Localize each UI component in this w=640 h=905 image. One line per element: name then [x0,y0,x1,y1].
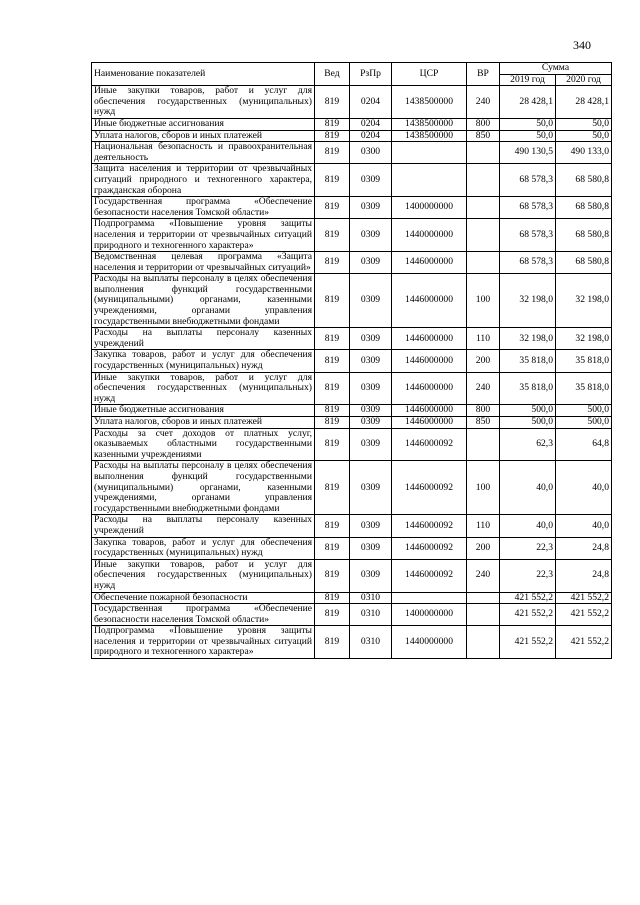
cell-ved: 819 [315,164,350,197]
cell-s2020: 64,8 [556,428,612,461]
cell-rzpr: 0309 [350,515,392,537]
cell-rzpr: 0309 [350,537,392,559]
cell-ved: 819 [315,604,350,626]
cell-vr: 200 [467,537,500,559]
cell-ved: 819 [315,274,350,328]
cell-ved: 819 [315,372,350,405]
cell-rzpr: 0309 [350,417,392,429]
cell-vr [467,219,500,252]
table-row [92,252,612,274]
cell-s2019: 421 552,2 [500,604,556,626]
table-row [92,142,612,164]
cell-s2019: 32 198,0 [500,328,556,350]
cell-ved: 819 [315,197,350,219]
cell-csr: 1438500000 [392,130,467,142]
table-row [92,592,612,604]
cell-ved: 819 [315,130,350,142]
cell-csr: 1400000000 [392,604,467,626]
cell-ved: 819 [315,252,350,274]
cell-rzpr: 0309 [350,219,392,252]
cell-csr: 1446000092 [392,428,467,461]
table-row [92,86,612,119]
cell-name: Подпрограмма «Повышение уровня защиты населения и территории от чрезвычайных ситуаций природного и техногенного характера» [92,219,315,252]
cell-s2020: 490 133,0 [556,142,612,164]
cell-vr: 240 [467,86,500,119]
cell-s2020: 40,0 [556,515,612,537]
cell-csr: 1438500000 [392,118,467,130]
cell-s2020: 421 552,2 [556,592,612,604]
cell-vr [467,626,500,659]
cell-name: Закупка товаров, работ и услуг для обеспечения государственных (муниципальных) нужд [92,350,315,372]
cell-s2019: 40,0 [500,461,556,515]
table-body [92,86,612,659]
cell-s2019: 500,0 [500,405,556,417]
cell-vr: 110 [467,515,500,537]
cell-rzpr: 0309 [350,252,392,274]
cell-ved: 819 [315,405,350,417]
cell-s2020: 40,0 [556,461,612,515]
cell-s2019: 68 578,3 [500,219,556,252]
cell-s2019: 50,0 [500,118,556,130]
cell-name: Иные закупки товаров, работ и услуг для обеспечения государственных (муниципальных) нужд [92,559,315,592]
cell-s2019: 500,0 [500,417,556,429]
cell-s2020: 68 580,8 [556,164,612,197]
header-csr: ЦСР [392,63,467,86]
cell-s2019: 35 818,0 [500,350,556,372]
cell-s2020: 68 580,8 [556,219,612,252]
cell-ved: 819 [315,219,350,252]
cell-ved: 819 [315,592,350,604]
cell-s2019: 28 428,1 [500,86,556,119]
cell-name: Уплата налогов, сборов и иных платежей [92,417,315,429]
cell-s2020: 32 198,0 [556,274,612,328]
table-row [92,626,612,659]
cell-s2020: 68 580,8 [556,252,612,274]
cell-name: Расходы на выплаты персоналу в целях обеспечения выполнения функций государственными (муниципальными) органами, казенными учреждениями, органами управления государственными внебюджетными фондами [92,461,315,515]
header-2019: 2019 год [500,74,556,86]
table-row [92,428,612,461]
cell-s2019: 68 578,3 [500,197,556,219]
cell-rzpr: 0204 [350,130,392,142]
cell-s2019: 35 818,0 [500,372,556,405]
cell-name: Национальная безопасность и правоохранительная деятельность [92,142,315,164]
cell-name: Обеспечение пожарной безопасности [92,592,315,604]
header-rzpr: РзПр [350,63,392,86]
header-ved: Вед [315,63,350,86]
cell-rzpr: 0300 [350,142,392,164]
cell-name: Иные закупки товаров, работ и услуг для обеспечения государственных (муниципальных) нужд [92,372,315,405]
table-row [92,130,612,142]
cell-s2019: 22,3 [500,537,556,559]
cell-rzpr: 0309 [350,164,392,197]
cell-rzpr: 0310 [350,604,392,626]
cell-s2020: 35 818,0 [556,350,612,372]
cell-ved: 819 [315,515,350,537]
cell-name: Иные бюджетные ассигнования [92,405,315,417]
cell-csr: 1446000000 [392,417,467,429]
table-header [92,63,612,86]
table-row [92,274,612,328]
cell-csr [392,592,467,604]
table-row [92,515,612,537]
table-row [92,350,612,372]
cell-s2019: 490 130,5 [500,142,556,164]
table-row [92,537,612,559]
cell-ved: 819 [315,559,350,592]
cell-s2019: 32 198,0 [500,274,556,328]
cell-rzpr: 0309 [350,350,392,372]
table-row [92,405,612,417]
cell-vr: 800 [467,118,500,130]
cell-s2020: 24,8 [556,537,612,559]
cell-vr: 110 [467,328,500,350]
cell-vr [467,197,500,219]
cell-vr: 240 [467,559,500,592]
cell-name: Расходы на выплаты персоналу казенных учреждений [92,515,315,537]
cell-name: Расходы на выплаты персоналу в целях обеспечения выполнения функций государственными (муниципальными) органами, казенными учреждениями, органами управления государственными внебюджетными фондами [92,274,315,328]
cell-ved: 819 [315,626,350,659]
cell-name: Ведомственная целевая программа «Защита населения и территории от чрезвычайных ситуаций» [92,252,315,274]
cell-rzpr: 0309 [350,328,392,350]
cell-name: Государственная программа «Обеспечение безопасности населения Томской области» [92,197,315,219]
cell-vr: 200 [467,350,500,372]
cell-csr: 1446000000 [392,252,467,274]
cell-s2020: 68 580,8 [556,197,612,219]
cell-s2020: 50,0 [556,118,612,130]
cell-csr: 1446000092 [392,461,467,515]
cell-rzpr: 0204 [350,118,392,130]
cell-name: Защита населения и территории от чрезвычайных ситуаций природного и техногенного характера, гражданская оборона [92,164,315,197]
cell-rzpr: 0309 [350,405,392,417]
cell-csr: 1446000000 [392,405,467,417]
cell-vr [467,428,500,461]
cell-vr: 800 [467,405,500,417]
header-2020: 2020 год [556,74,612,86]
cell-csr: 1438500000 [392,86,467,119]
cell-ved: 819 [315,537,350,559]
cell-ved: 819 [315,428,350,461]
cell-vr [467,252,500,274]
table-row [92,219,612,252]
cell-rzpr: 0309 [350,197,392,219]
cell-csr: 1446000092 [392,559,467,592]
cell-vr [467,592,500,604]
header-sum: Сумма [500,63,612,75]
cell-name: Государственная программа «Обеспечение безопасности населения Томской области» [92,604,315,626]
cell-csr: 1440000000 [392,219,467,252]
cell-name: Расходы на выплаты персоналу казенных учреждений [92,328,315,350]
cell-ved: 819 [315,417,350,429]
cell-name: Уплата налогов, сборов и иных платежей [92,130,315,142]
cell-s2019: 62,3 [500,428,556,461]
cell-rzpr: 0309 [350,559,392,592]
cell-name: Закупка товаров, работ и услуг для обеспечения государственных (муниципальных) нужд [92,537,315,559]
cell-vr: 240 [467,372,500,405]
table-row [92,604,612,626]
cell-csr: 1446000092 [392,537,467,559]
cell-s2020: 50,0 [556,130,612,142]
table-row [92,164,612,197]
cell-s2019: 68 578,3 [500,252,556,274]
table-row [92,461,612,515]
cell-ved: 819 [315,142,350,164]
cell-vr: 100 [467,274,500,328]
cell-name: Иные закупки товаров, работ и услуг для обеспечения государственных (муниципальных) нужд [92,86,315,119]
cell-s2019: 421 552,2 [500,626,556,659]
cell-rzpr: 0309 [350,274,392,328]
cell-csr: 1446000000 [392,350,467,372]
cell-vr [467,164,500,197]
cell-s2020: 32 198,0 [556,328,612,350]
cell-s2020: 421 552,2 [556,604,612,626]
cell-csr: 1446000000 [392,372,467,405]
cell-s2019: 421 552,2 [500,592,556,604]
cell-s2019: 50,0 [500,130,556,142]
cell-vr: 850 [467,130,500,142]
table-row [92,197,612,219]
cell-s2019: 40,0 [500,515,556,537]
cell-csr: 1440000000 [392,626,467,659]
cell-csr [392,142,467,164]
cell-s2020: 35 818,0 [556,372,612,405]
cell-s2020: 24,8 [556,559,612,592]
cell-s2020: 421 552,2 [556,626,612,659]
cell-ved: 819 [315,118,350,130]
budget-table [91,62,612,659]
cell-s2020: 28 428,1 [556,86,612,119]
cell-s2020: 500,0 [556,405,612,417]
cell-rzpr: 0309 [350,461,392,515]
cell-vr: 100 [467,461,500,515]
cell-s2019: 22,3 [500,559,556,592]
cell-s2019: 68 578,3 [500,164,556,197]
table-row [92,417,612,429]
page-number: 340 [573,38,591,52]
cell-csr: 1446000000 [392,328,467,350]
table-row [92,559,612,592]
cell-csr [392,164,467,197]
header-name: Наименование показателей [92,63,315,86]
cell-rzpr: 0310 [350,592,392,604]
cell-name: Подпрограмма «Повышение уровня защиты населения и территории от чрезвычайных ситуаций природного и техногенного характера» [92,626,315,659]
cell-ved: 819 [315,328,350,350]
cell-name: Иные бюджетные ассигнования [92,118,315,130]
cell-rzpr: 0204 [350,86,392,119]
table-row [92,118,612,130]
cell-ved: 819 [315,86,350,119]
cell-vr [467,604,500,626]
cell-name: Расходы за счет доходов от платных услуг, оказываемых областными государственными казенными учреждениями [92,428,315,461]
cell-ved: 819 [315,461,350,515]
table-row [92,328,612,350]
cell-ved: 819 [315,350,350,372]
cell-rzpr: 0310 [350,626,392,659]
table-row [92,372,612,405]
cell-vr: 850 [467,417,500,429]
cell-csr: 1446000000 [392,274,467,328]
cell-s2020: 500,0 [556,417,612,429]
header-vr: ВР [467,63,500,86]
cell-csr: 1400000000 [392,197,467,219]
cell-vr [467,142,500,164]
cell-rzpr: 0309 [350,428,392,461]
cell-rzpr: 0309 [350,372,392,405]
cell-csr: 1446000092 [392,515,467,537]
